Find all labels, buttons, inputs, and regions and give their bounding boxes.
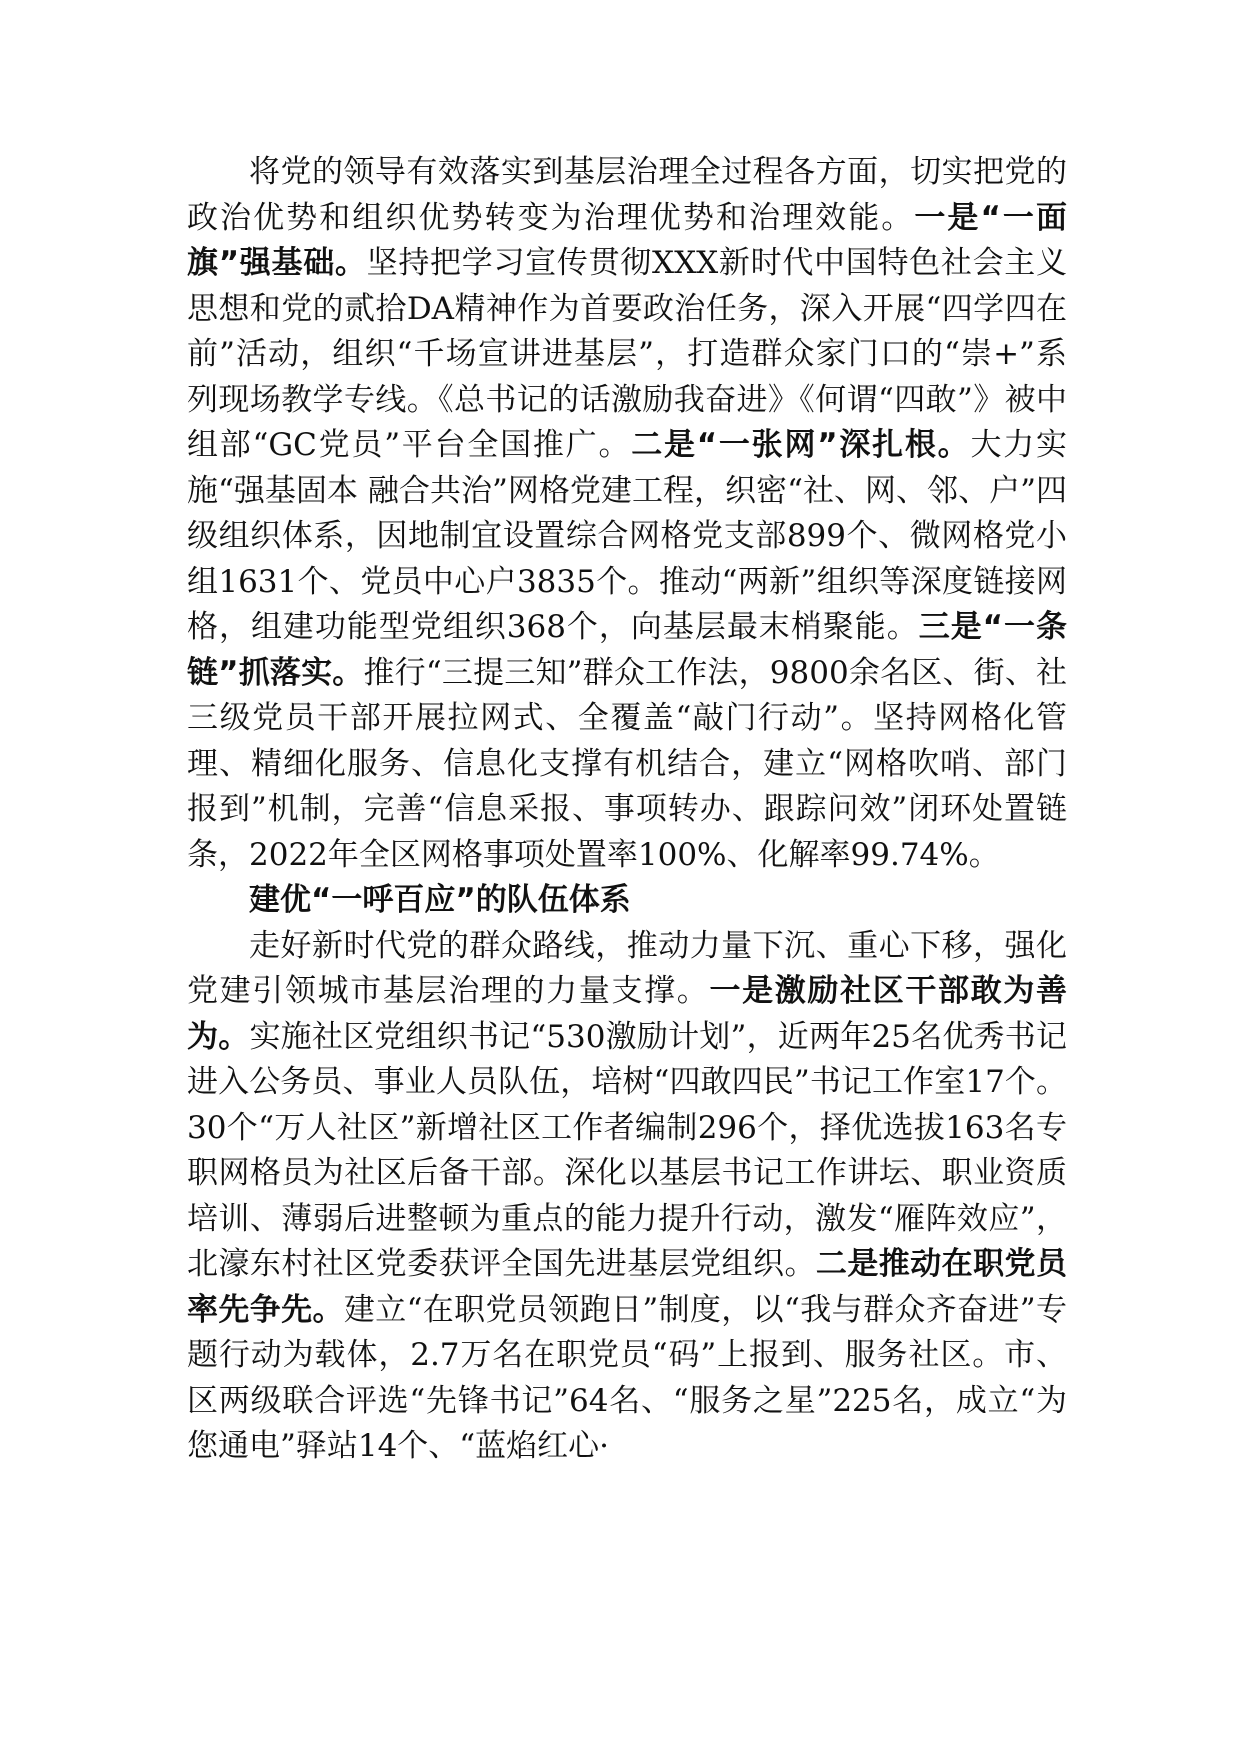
body-paragraph	[187, 150, 1067, 878]
document-page	[187, 150, 1067, 1470]
paragraph-intro: 将党的领导有效落实到基层治理全过程各方面，切实把党的政治优势和组织优势转变为治理优势和治理效能。	[187, 154, 1067, 236]
point-body: 推行“三提三知”群众工作法，9800余名区、街、社三级党员干部开展拉网式、全覆盖“敲门行动”。坚持网格化管理、精细化服务、信息化支撑有机结合，建立“网格吹哨、部门报到”机制，完善“信息采报、事项转办、跟踪问效”闭环处置链条，2022年全区网格事项处置率100%、化解率99.74%。	[187, 654, 1068, 873]
paragraph-intro: 走好新时代党的群众路线，推动力量下沉、重心下移，强化党建引领城市基层治理的力量支撑。	[187, 927, 1067, 1009]
point-body: 坚持把学习宣传贯彻XXX新时代中国特色社会主义思想和党的贰拾DA精神作为首要政治任务，深入开展“四学四在前”活动，组织“千场宣讲进基层”，打造群众家门口的“崇+”系列现场教学专线。《总书记的话激励我奋进》《何谓“四敢”》被中组部“GC党员”平台全国推广。	[187, 245, 1067, 463]
body-paragraph	[187, 924, 1067, 1470]
point-body: 实施社区党组织书记“530激励计划”，近两年25名优秀书记进入公务员、事业人员队伍，培树“四敢四民”书记工作室17个。30个“万人社区”新增社区工作者编制296个，择优选拔163名专职网格员为社区后备干部。深化以基层书记工作讲坛、职业资质培训、薄弱后进整顿为重点的能力提升行动，激发“雁阵效应”，北濠东村社区党委获评全国先进基层党组织。	[187, 1018, 1067, 1282]
point-title: 三是“一条链”抓落实。	[187, 609, 1068, 691]
point-body: 建立“在职党员领跑日”制度，以“我与群众齐奋进”专题行动为载体，2.7万名在职党员“码”上报到、服务社区。市、区两级联合评选“先锋书记”64名、“服务之星”225名，成立“为您通电”驿站14个、“蓝焰红心·	[187, 1291, 1068, 1464]
point-body: 大力实施“强基固本 融合共治”网格党建工程，织密“社、网、邻、户”四级组织体系，因地制宜设置综合网格党支部899个、微网格党小组1631个、党员中心户3835个。推动“两新”组织等深度链接网格，组建功能型党组织368个，向基层最末梢聚能。	[187, 427, 1068, 645]
section-heading: 建优“一呼百应”的队伍体系	[249, 882, 631, 918]
point-title: 一是“一面旗”强基础。	[187, 199, 1067, 281]
point-title: 二是推动在职党员率先争先。	[187, 1246, 1068, 1328]
point-title: 二是“一张网”深扎根。	[631, 427, 971, 463]
point-title: 一是激励社区干部敢为善为。	[187, 973, 1068, 1055]
